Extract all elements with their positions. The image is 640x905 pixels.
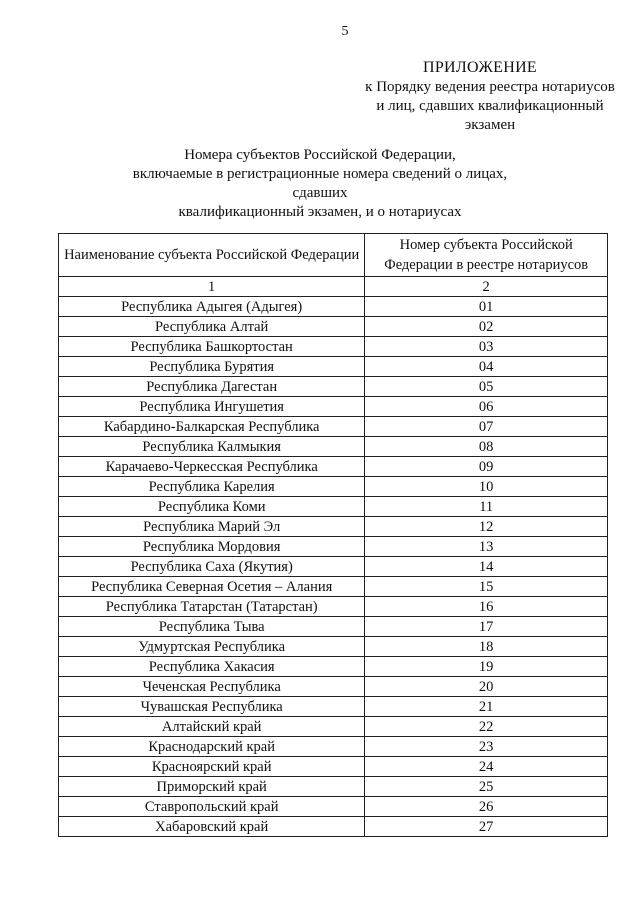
subject-name-cell: Приморский край (59, 777, 365, 797)
heading-line-1: Номера субъектов Российской Федерации, (184, 147, 456, 163)
subject-name-cell: Удмуртская Республика (59, 637, 365, 657)
table-row (59, 777, 608, 797)
subject-number-cell: 12 (365, 517, 608, 537)
table-row (59, 817, 608, 837)
subject-number-cell: 01 (365, 297, 608, 317)
heading-line-2: включаемые в регистрационные номера сведений о лицах, сдавших (132, 166, 508, 201)
table-row (59, 457, 608, 477)
table-row (59, 677, 608, 697)
subject-number-cell: 07 (365, 417, 608, 437)
heading-line-3: квалификационный экзамен, и о нотариусах (178, 204, 462, 220)
subject-number-cell: 10 (365, 477, 608, 497)
subject-number-cell: 16 (365, 597, 608, 617)
subject-number-cell: 08 (365, 437, 608, 457)
subject-name-cell: Республика Калмыкия (59, 437, 365, 457)
subject-name-cell: Республика Карелия (59, 477, 365, 497)
table-row (59, 557, 608, 577)
page-number: 5 (341, 24, 349, 39)
subject-name-cell: Республика Ингушетия (59, 397, 365, 417)
subject-number-cell: 14 (365, 557, 608, 577)
subject-name-cell: Республика Башкортостан (59, 337, 365, 357)
subject-name-cell: Республика Саха (Якутия) (59, 557, 365, 577)
subject-number-cell: 13 (365, 537, 608, 557)
table-row (59, 537, 608, 557)
subject-number-cell: 09 (365, 457, 608, 477)
subject-name-cell: Республика Алтай (59, 317, 365, 337)
subject-name-cell: Ставропольский край (59, 797, 365, 817)
subject-name-cell: Чеченская Республика (59, 677, 365, 697)
table-row (59, 737, 608, 757)
subject-number-cell: 04 (365, 357, 608, 377)
subject-name-cell: Республика Дагестан (59, 377, 365, 397)
subject-number-cell: 15 (365, 577, 608, 597)
table-row (59, 757, 608, 777)
subject-number-cell: 26 (365, 797, 608, 817)
header-subject-name: Наименование субъекта Российской Федерации (59, 234, 365, 277)
table-row (59, 637, 608, 657)
table-row (59, 657, 608, 677)
subject-number-cell: 18 (365, 637, 608, 657)
subject-number-cell: 25 (365, 777, 608, 797)
appendix-line-2: и лиц, сдавших квалификационный (376, 98, 604, 114)
subject-number-cell: 19 (365, 657, 608, 677)
subject-number-cell: 20 (365, 677, 608, 697)
subject-name-cell: Карачаево-Черкесская Республика (59, 457, 365, 477)
subject-name-cell: Республика Бурятия (59, 357, 365, 377)
subject-number-cell: 22 (365, 717, 608, 737)
table-row (59, 497, 608, 517)
table-row (59, 377, 608, 397)
table-head (59, 234, 608, 297)
table-row (59, 577, 608, 597)
subject-number-cell: 11 (365, 497, 608, 517)
table-body (59, 297, 608, 837)
subject-number-cell: 17 (365, 617, 608, 637)
subject-name-cell: Кабардино-Балкарская Республика (59, 417, 365, 437)
table-row (59, 717, 608, 737)
table-header-row (59, 234, 608, 277)
column-number-2: 2 (365, 277, 608, 297)
table-row (59, 477, 608, 497)
appendix-block (330, 58, 630, 135)
table-row (59, 797, 608, 817)
subject-number-cell: 03 (365, 337, 608, 357)
table-row (59, 357, 608, 377)
column-number-row (59, 277, 608, 297)
appendix-title: ПРИЛОЖЕНИЕ (422, 59, 537, 76)
table-row (59, 297, 608, 317)
subject-name-cell: Республика Мордовия (59, 537, 365, 557)
column-number-1: 1 (59, 277, 365, 297)
table-row (59, 397, 608, 417)
appendix-line-3: экзамен (464, 117, 516, 133)
subject-name-cell: Республика Тыва (59, 617, 365, 637)
table-row (59, 337, 608, 357)
subjects-table (58, 233, 608, 837)
subject-number-cell: 27 (365, 817, 608, 837)
subject-name-cell: Алтайский край (59, 717, 365, 737)
subject-name-cell: Республика Марий Эл (59, 517, 365, 537)
table-row (59, 617, 608, 637)
table-row (59, 417, 608, 437)
table-row (59, 517, 608, 537)
header-subject-number: Номер субъекта Российской Федерации в реестре нотариусов (365, 234, 608, 277)
subject-number-cell: 05 (365, 377, 608, 397)
subject-number-cell: 21 (365, 697, 608, 717)
subject-number-cell: 24 (365, 757, 608, 777)
subject-name-cell: Республика Коми (59, 497, 365, 517)
table-row (59, 437, 608, 457)
subject-name-cell: Республика Татарстан (Татарстан) (59, 597, 365, 617)
subject-name-cell: Краснодарский край (59, 737, 365, 757)
table-row (59, 597, 608, 617)
appendix-line-1: к Порядку ведения реестра нотариусов (365, 79, 615, 95)
subject-name-cell: Республика Хакасия (59, 657, 365, 677)
subject-number-cell: 23 (365, 737, 608, 757)
table-row (59, 317, 608, 337)
subject-name-cell: Чувашская Республика (59, 697, 365, 717)
document-heading (110, 146, 530, 222)
subject-name-cell: Хабаровский край (59, 817, 365, 837)
table-row (59, 697, 608, 717)
subject-number-cell: 02 (365, 317, 608, 337)
subject-name-cell: Республика Адыгея (Адыгея) (59, 297, 365, 317)
subject-number-cell: 06 (365, 397, 608, 417)
subject-name-cell: Красноярский край (59, 757, 365, 777)
subject-name-cell: Республика Северная Осетия – Алания (59, 577, 365, 597)
